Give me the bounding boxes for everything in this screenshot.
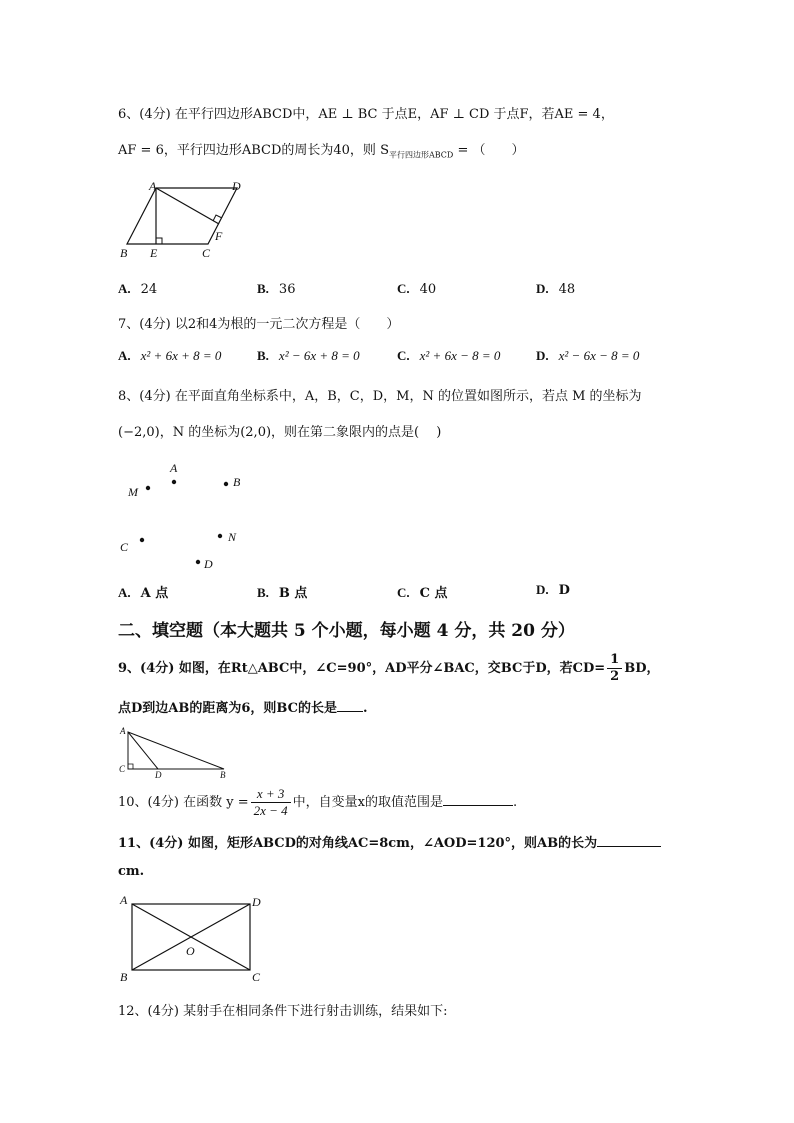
point-d — [196, 560, 200, 564]
q9-fraction: $\frac{1}{2}$ — [607, 652, 622, 685]
q11-line1: 11、(4分) 如图，矩形ABCD的对角线AC=8cm，∠AOD=120°，则AB的长为 — [118, 832, 661, 851]
q6-option-a[interactable]: A. 24 — [118, 281, 158, 297]
q6-area-subscript: 平行四边形ABCD — [388, 150, 454, 160]
right-angle-c — [128, 764, 133, 769]
label-m: M — [128, 485, 138, 499]
q10-fraction: $\frac{x + 3}{2x - 4}$ — [251, 786, 291, 819]
label-e: E — [150, 246, 158, 260]
q9-line1-b: BD， — [624, 661, 660, 676]
point-n — [218, 534, 222, 538]
segment-af — [156, 188, 219, 224]
q8-option-d[interactable]: D. D — [536, 582, 570, 598]
q6-line2-b: = （ ） — [453, 143, 525, 158]
q7-option-b[interactable]: B. x² − 6x + 8 = 0 — [257, 348, 360, 363]
label-c: C — [252, 970, 261, 984]
point-m — [146, 486, 150, 490]
label-c: C — [119, 764, 126, 774]
label-c: C — [202, 246, 211, 260]
label-f: F — [215, 229, 223, 243]
coordinate-points-figure — [116, 458, 266, 573]
right-triangle-figure — [116, 724, 236, 780]
q9-line1-a: 9、(4分) 如图，在Rt△ABC中，∠C=90°，AD平分∠BAC，交BC于D，若CD= — [118, 661, 606, 676]
label-b: B — [120, 246, 128, 260]
point-c — [140, 538, 144, 542]
label-n: N — [228, 530, 237, 544]
label-c: C — [120, 540, 129, 554]
q9-line2: 点D到边AB的距离为6，则BC的长是 . — [118, 701, 368, 716]
label-b: B — [220, 770, 226, 780]
point-b — [224, 482, 228, 486]
label-d: D — [204, 557, 213, 571]
label-b: B — [233, 475, 241, 489]
point-a — [172, 480, 176, 484]
q6-line2 — [118, 139, 525, 161]
label-a: A — [120, 726, 126, 736]
rectangle-figure — [116, 892, 276, 986]
q8-option-b[interactable]: B. B 点 — [257, 585, 308, 601]
label-d: D — [155, 770, 162, 780]
right-angle-e — [156, 238, 162, 244]
label-d: D — [252, 895, 261, 909]
q9-answer-blank[interactable] — [337, 711, 363, 712]
q6-line1: 6、(4分) 在平行四边形ABCD中，AE ⊥ BC 于点E，AF ⊥ CD 于点F，若AE = 4， — [118, 107, 614, 122]
q7-option-a[interactable]: A. x² + 6x + 8 = 0 — [118, 348, 222, 363]
q8-line1: 8、(4分) 在平面直角坐标系中，A，B，C，D，M，N 的位置如图所示，若点 M 的坐标为 — [118, 389, 642, 404]
q6-option-d[interactable]: D. 48 — [536, 281, 576, 297]
q7-option-c[interactable]: C. x² + 6x − 8 = 0 — [397, 348, 501, 363]
label-a: A — [149, 179, 157, 193]
q6-option-c[interactable]: C. 40 — [397, 281, 437, 297]
q11-line2: cm. — [118, 864, 145, 879]
q12-line1: 12、(4分) 某射手在相同条件下进行射击训练，结果如下: — [118, 1004, 448, 1019]
label-a: A — [170, 461, 178, 475]
q7-line1: 7、(4分) 以2和4为根的一元二次方程是（ ） — [118, 317, 400, 332]
q6-line2-a: AF = 6，平行四边形ABCD的周长为40，则 S — [118, 143, 389, 158]
label-o: O — [186, 944, 195, 958]
q6-option-b[interactable]: B. 36 — [257, 281, 296, 297]
label-b: B — [120, 970, 128, 984]
q8-line2: (−2,0)，N 的坐标为(2,0)，则在第二象限内的点是( ) — [118, 425, 442, 440]
label-a: A — [120, 893, 128, 907]
q10-line: 10、(4分) 在函数 y = $\frac{x + 3}{2x - 4}$ 中，自变量x的取值范围是 . — [118, 786, 518, 818]
q10-answer-blank[interactable] — [443, 805, 513, 806]
q9-line1 — [118, 652, 659, 685]
q7-option-d[interactable]: D. x² − 6x − 8 = 0 — [536, 348, 640, 363]
section-2-title: 二、填空题（本大题共 5 个小题，每小题 4 分，共 20 分） — [118, 621, 575, 641]
parallelogram-figure — [116, 178, 266, 262]
q8-option-c[interactable]: C. C 点 — [397, 585, 448, 601]
label-d: D — [232, 179, 241, 193]
q8-option-a[interactable]: A. A 点 — [118, 585, 169, 601]
q11-answer-blank[interactable] — [597, 846, 661, 847]
